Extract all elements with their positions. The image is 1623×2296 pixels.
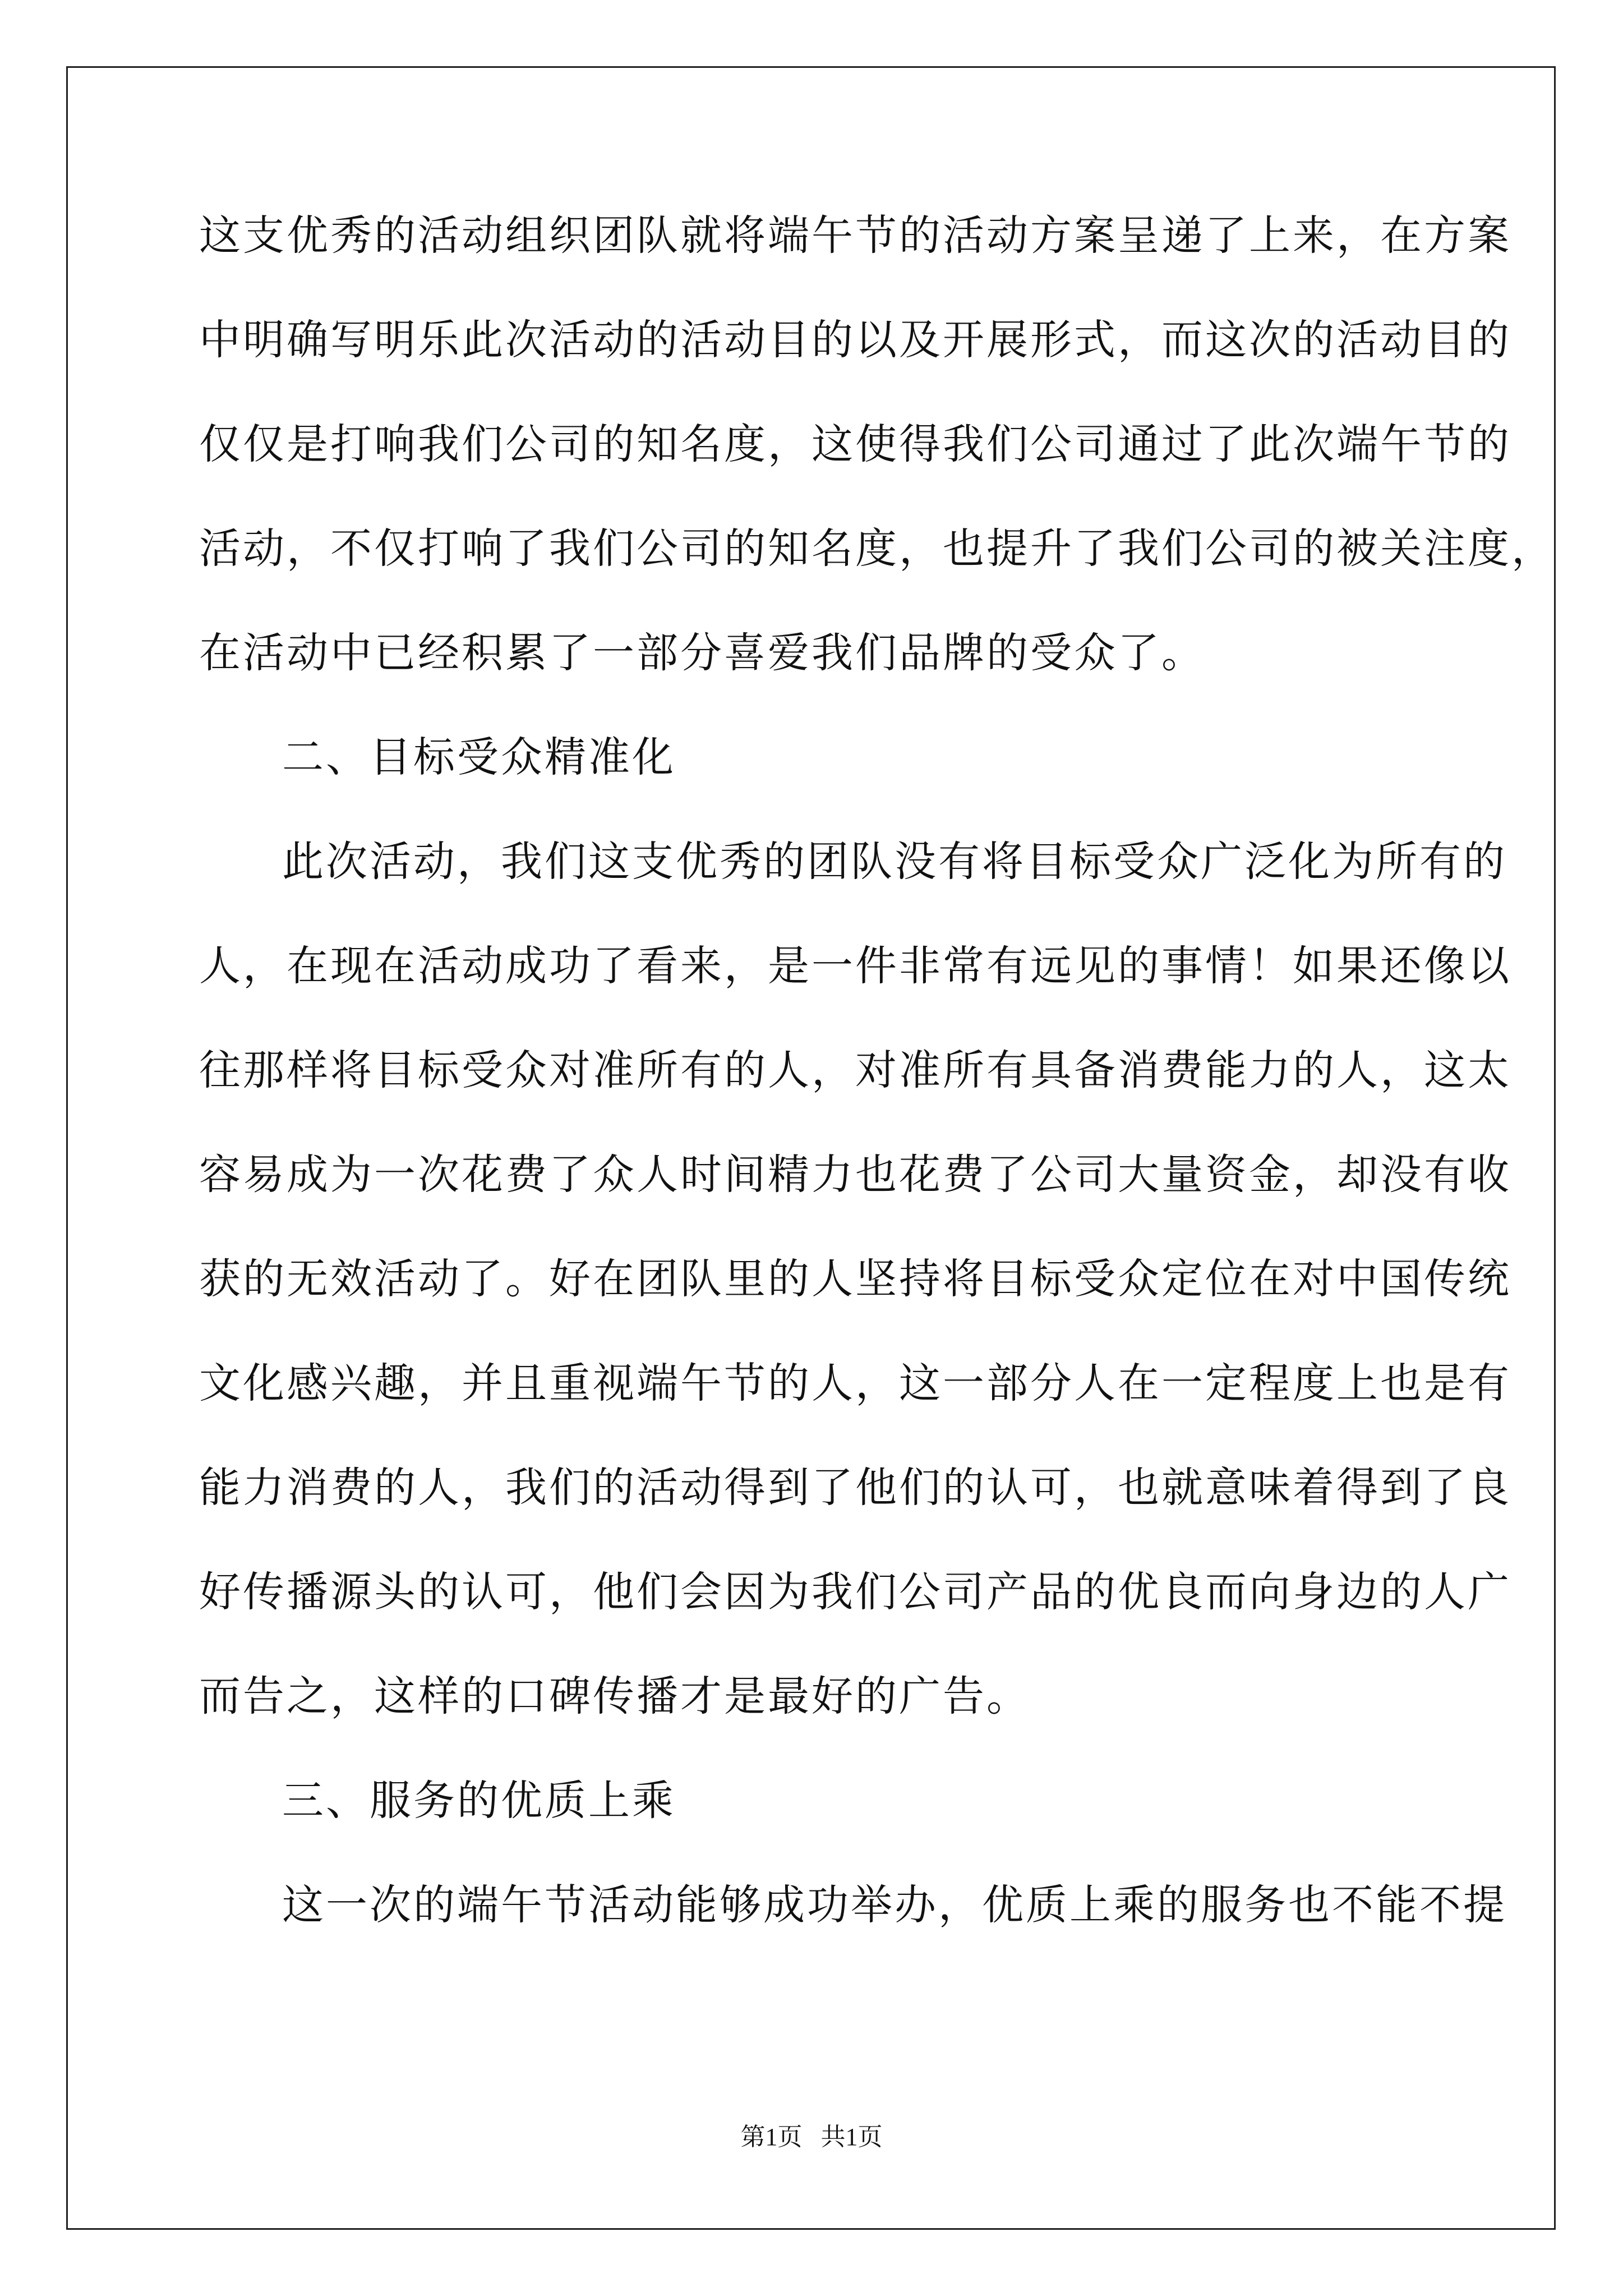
page-number-footer: 第1页 共1页 (740, 2123, 883, 2151)
section-heading: 二、目标受众精准化 (282, 733, 676, 781)
paragraph-line: 在活动中已经积累了一部分喜爱我们品牌的受众了。 (199, 629, 1205, 677)
paragraph-line: 仅仅是打响我们公司的知名度，这使得我们公司通过了此次端午节的 (199, 420, 1511, 468)
paragraph-line: 活动，不仅打响了我们公司的知名度，也提升了我们公司的被关注度， (199, 524, 1555, 573)
paragraph-line: 此次活动，我们这支优秀的团队没有将目标受众广泛化为所有的 (282, 838, 1507, 886)
paragraph-line: 中明确写明乐此次活动的活动目的以及开展形式，而这次的活动目的 (199, 316, 1511, 364)
paragraph-line: 能力消费的人，我们的活动得到了他们的认可，也就意味着得到了良 (199, 1464, 1511, 1512)
paragraph-line: 人，在现在活动成功了看来，是一件非常有远见的事情！如果还像以 (199, 942, 1511, 990)
paragraph-line: 文化感兴趣，并且重视端午节的人，这一部分人在一定程度上也是有 (199, 1359, 1511, 1407)
paragraph-line: 往那样将目标受众对准所有的人，对准所有具备消费能力的人，这太 (199, 1046, 1511, 1094)
section-heading: 三、服务的优质上乘 (282, 1777, 676, 1825)
paragraph-line: 好传播源头的认可，他们会因为我们公司产品的优良而向身边的人广 (199, 1568, 1511, 1616)
paragraph-line: 这一次的端午节活动能够成功举办，优质上乘的服务也不能不提 (282, 1881, 1507, 1929)
paragraph-line: 这支优秀的活动组织团队就将端午节的活动方案呈递了上来，在方案 (199, 211, 1511, 260)
paragraph-line: 容易成为一次花费了众人时间精力也花费了公司大量资金，却没有收 (199, 1151, 1511, 1199)
paragraph-line: 获的无效活动了。好在团队里的人坚持将目标受众定位在对中国传统 (199, 1255, 1511, 1303)
paragraph-line: 而告之，这样的口碑传播才是最好的广告。 (199, 1672, 1030, 1720)
